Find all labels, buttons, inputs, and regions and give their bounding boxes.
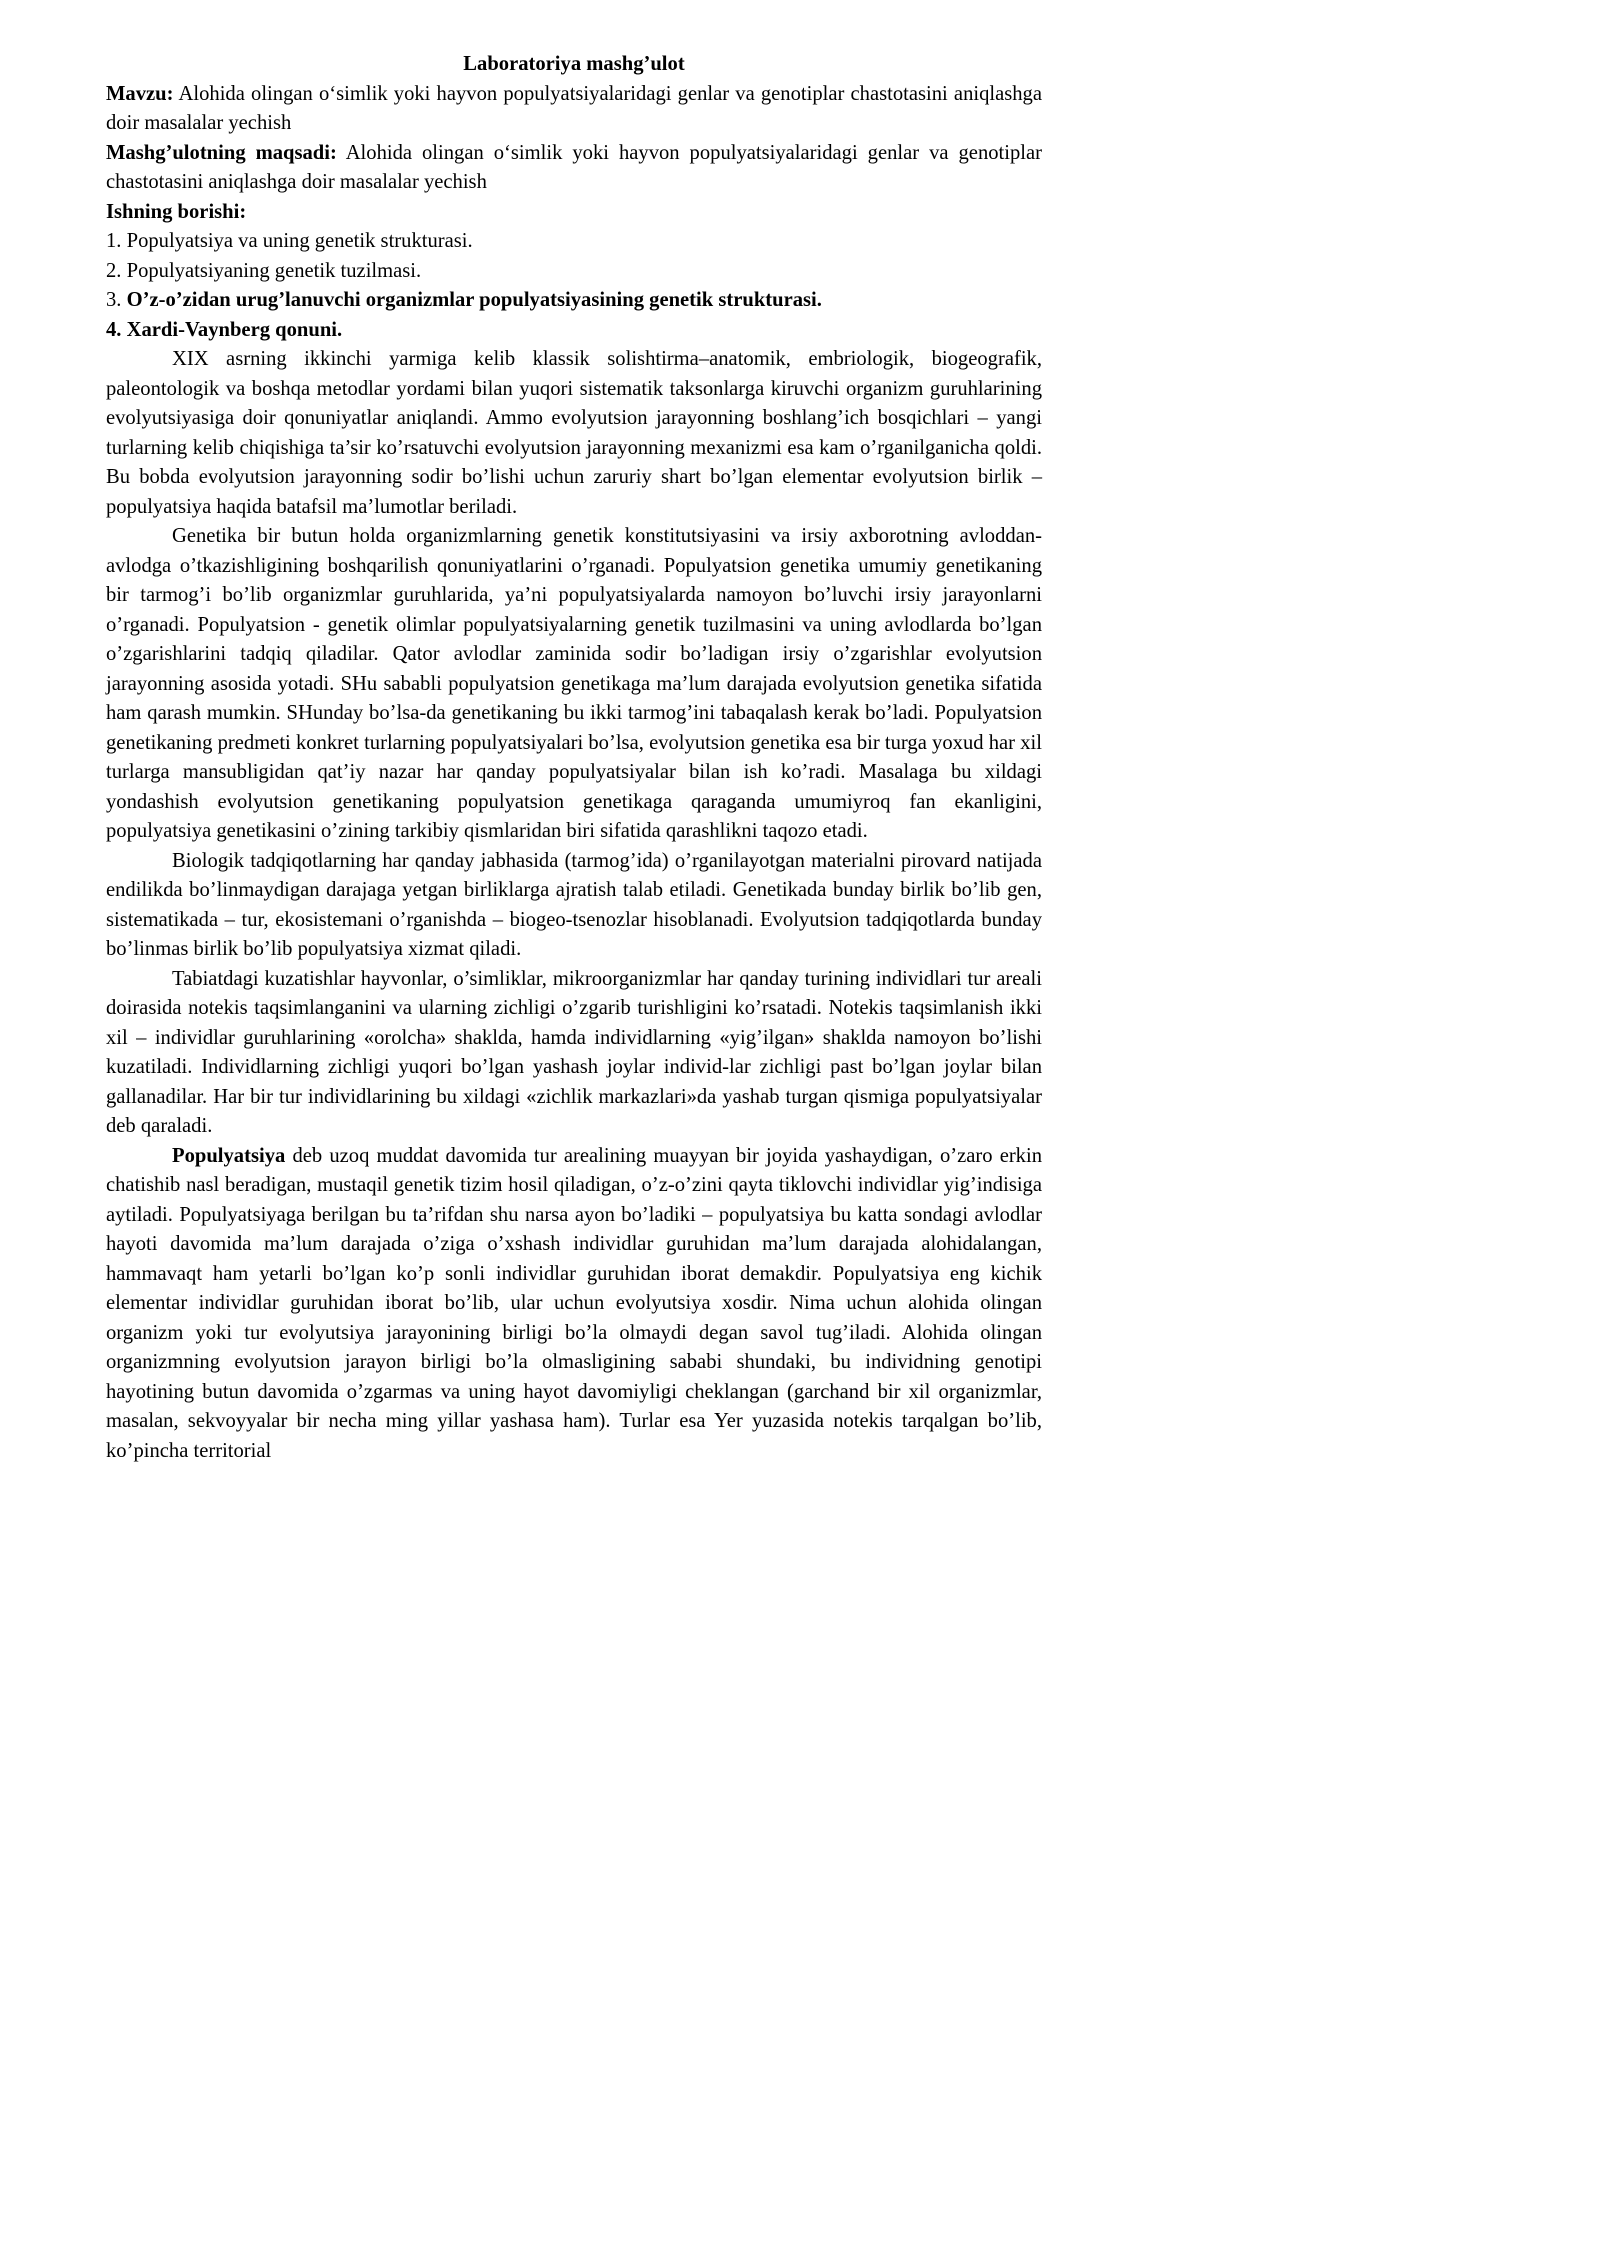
step-text: Xardi-Vaynberg qonuni. (126, 318, 343, 341)
body-paragraph: Genetika bir butun holda organizmlarning genetik konstitutsiyasini va irsiy axborotning avloddan-avlodga o’tkazishligining boshqarilish qonuniyatlarini o’rganadi. Populyatsion genetika umumiy genetikaning bir tarmog’i bo’lib organizmlar guruhlarida, ya’ni populyatsiyalarda namoyon bo’luvchi irsiy jarayonlarni o’rganadi. Populyatsion - genetik olimlar populyatsiyalarning genetik tuzilmasini va uning avlodlarda bo’lgan o’zgarishlarini tadqiq qiladilar. Qator avlodlar zaminida sodir bo’ladigan irsiy o’zgarishlar evolyutsion jarayonning asosida yotadi. SHu sababli populyatsion genetikaga ma’lum darajada evolyutsion genetika sifatida ham qarash mumkin. SHunday bo’lsa-da genetikaning bu ikki tarmog’ini tabaqalash kerak bo’ladi. Populyatsion genetikaning predmeti konkret turlarning populyatsiyalari bo’lsa, evolyutsion genetika esa bir turga yoxud har xil turlarga mansubligidan qat’iy nazar har qanday populyatsiyalar bilan ish ko’radi. Masalaga bu xildagi yondashish evolyutsion genetikaning populyatsion genetikaga qaraganda umumiyroq fan ekanligini, populyatsiya genetikasini o’zining tarkibiy qismlaridan biri sifatida qarashlikni taqozo etadi. (106, 525, 1042, 842)
body-paragraph: Tabiatdagi kuzatishlar hayvonlar, o’simliklar, mikroorganizmlar har qanday turining individlari tur areali doirasida notekis taqsimlanganini va ularning zichligi o’zgarib turishligini ko’rsatadi. Notekis taqsimlanish ikki xil – individlar guruhlarining «orolcha» shaklda, hamda individlarning «yig’ilgan» shaklda namoyon bo’lishi kuzatiladi. Individlarning zichligi yuqori bo’lgan yashash joylar individ-lar zichligi past bo’lgan joylar bilan gallanadilar. Har bir tur individlarining bu xildagi «zichlik markazlari»da yashab turgan qismiga populyatsiyalar deb qaraladi. (106, 967, 1042, 1137)
list-item (106, 257, 1042, 287)
goal-label: Mashg’ulotning maqsadi: (106, 141, 337, 164)
definition-term: Populyatsiya (172, 1144, 286, 1167)
definition-paragraph (106, 1142, 1042, 1467)
goal-paragraph (106, 139, 1042, 198)
list-item (106, 286, 1042, 316)
document-page (106, 50, 1042, 1466)
step-number: 1. (106, 230, 122, 252)
step-number: 4. (106, 318, 122, 341)
list-item (106, 227, 1042, 257)
topic-paragraph (106, 80, 1042, 139)
procedure-heading: Ishning borishi: (106, 200, 247, 223)
document-title: Laboratoriya mashg’ulot (463, 53, 685, 75)
definition-text: deb uzoq muddat davomida tur arealining muayyan bir joyida yashaydigan, o’zaro erkin chatishib nasl beradigan, mustaqil genetik tizim hosil qiladigan, o’z-o’zini qayta tiklovchi individlar yig’indisiga aytiladi. Populyatsiyaga berilgan bu ta’rifdan shu narsa ayon bo’ladiki – populyatsiya bu katta sondagi avlodlar hayoti davomida ma’lum darajada o’ziga o’xshash individlar guruhidan ma’lum darajada alohidalangan, hammavaqt ham yetarli bo’lgan ko’p sonli individlar guruhidan iborat demakdir. Populyatsiya eng kichik elementar individlar guruhidan iborat bo’lib, ular uchun evolyutsiya xosdir. Nima uchun alohida olingan organizm yoki tur evolyutsiya jarayonining birligi bo’la olmaydi degan savol tug’iladi. Alohida olingan organizmning evolyutsion jarayon birligi bo’la olmasligining sababi shundaki, bu individning genotipi hayotining butun davomida o’zgarmas va uning hayot davomiyligi cheklangan (garchand bir xil organizmlar, masalan, sekvoyyalar bir necha ming yillar yashasa ham). Turlar esa Yer yuzasida notekis tarqalgan bo’lib, ko’pincha territorial (106, 1144, 1043, 1462)
step-text: Populyatsiyaning genetik tuzilmasi. (126, 259, 422, 282)
body-paragraph: XIX asrning ikkinchi yarmiga kelib klassik solishtirma–anatomik, embriologik, biogeografik, paleontologik va boshqa metodlar yordami bilan yuqori sistematik taksonlarga kiruvchi organizm guruhlarining evolyutsiyasiga doir qonuniyatlar aniqlandi. Ammo evolyutsion jarayonning boshlang’ich bosqichlari – yangi turlarning kelib chiqishiga ta’sir ko’rsatuvchi evolyutsion jarayonning mexanizmi esa kam o’rganilganicha qoldi. Bu bobda evolyutsion jarayonning sodir bo’lishi uchun zaruriy shart bo’lgan elementar evolyutsion birlik – populyatsiya haqida batafsil ma’lumotlar beriladi. (106, 348, 1042, 518)
body-paragraph: Biologik tadqiqotlarning har qanday jabhasida (tarmog’ida) o’rganilayotgan materialni pirovard natijada endilikda bo’linmaydigan darajaga yetgan birliklarga ajratish talab etiladi. Genetikada bunday birlik bo’lib gen, sistematikada – tur, ekosistemani o’rganishda – biogeo-tsenozlar hisoblanadi. Evolyutsion tadqiqotlarda bunday bo’linmas birlik bo’lib populyatsiya xizmat qiladi. (106, 849, 1042, 960)
step-number: 2. (106, 259, 122, 282)
step-text: O’z-o’zidan urug’lanuvchi organizmlar populyatsiyasining genetik strukturasi. (126, 289, 822, 311)
topic-text: Alohida olingan o‘simlik yoki hayvon populyatsiyalaridagi genlar va genotiplar chastotasini aniqlashga doir masalalar yechish (106, 82, 1042, 134)
step-text: Populyatsiya va uning genetik strukturasi. (126, 230, 473, 252)
step-number: 3. (106, 289, 122, 311)
topic-label: Mavzu: (106, 82, 174, 105)
list-item (106, 316, 1042, 346)
steps-list (106, 227, 1042, 345)
goal-text: Alohida olingan o‘simlik yoki hayvon populyatsiyalaridagi genlar va genotiplar chastotasini aniqlashga doir masalalar yechish (106, 141, 1043, 193)
